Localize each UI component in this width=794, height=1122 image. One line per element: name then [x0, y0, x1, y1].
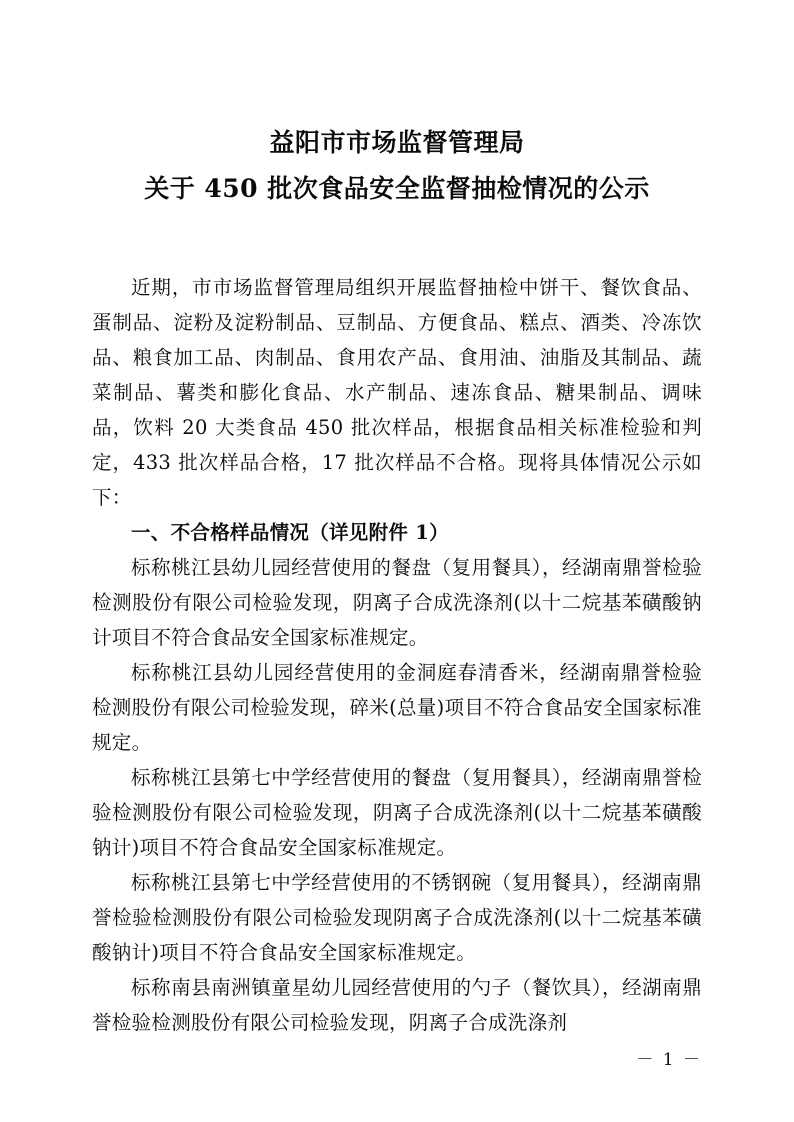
title-spacer	[92, 212, 702, 270]
page-title	[92, 120, 702, 212]
paragraph-item-4: 标称桃江县第七中学经营使用的不锈钢碗（复用餐具），经湖南鼎誉检验检测股份有限公司检验发现阴离子合成洗涤剂(以十二烷基苯磺酸钠计)项目不符合食品安全国家标准规定。	[92, 871, 702, 964]
paragraph-intro: 近期，市市场监督管理局组织开展监督抽检中饼干、餐饮食品、蛋制品、淀粉及淀粉制品、豆制品、方便食品、糕点、酒类、冷冻饮品、粮食加工品、肉制品、食用农产品、食用油、油脂及其制品、蔬菜制品、薯类和膨化食品、水产制品、速冻食品、糖果制品、调味品，饮料 20 大类食品 450 批次样品，根据食品相关标准检验和判定，433 批次样品合格，17 批次样品不合格。现将具体情况公示如下：	[92, 276, 702, 509]
page-number: － 1 －	[636, 1050, 702, 1070]
paragraph-item-1: 标称桃江县幼儿园经营使用的餐盘（复用餐具），经湖南鼎誉检验检测股份有限公司检验发现，阴离子合成洗涤剂(以十二烷基苯磺酸钠计项目不符合食品安全国家标准规定。	[92, 556, 702, 649]
paragraph-item-2: 标称桃江县幼儿园经营使用的金洞庭春清香米，经湖南鼎誉检验检测股份有限公司检验发现，碎米(总量)项目不符合食品安全国家标准规定。	[92, 661, 702, 754]
title-line-2: 关于 450 批次食品安全监督抽检情况的公示	[144, 174, 650, 203]
paragraph-item-3: 标称桃江县第七中学经营使用的餐盘（复用餐具），经湖南鼎誉检验检测股份有限公司检验发现，阴离子合成洗涤剂(以十二烷基苯磺酸钠计)项目不符合食品安全国家标准规定。	[92, 766, 702, 859]
document-body	[92, 270, 702, 1040]
section-heading-1: 一、不合格样品情况（详见附件 1）	[131, 521, 449, 544]
title-line-1: 益阳市市场监督管理局	[269, 128, 525, 157]
paragraph-item-5: 标称南县南洲镇童星幼儿园经营使用的勺子（餐饮具），经湖南鼎誉检验检测股份有限公司检验发现，阴离子合成洗涤剂	[92, 976, 702, 1034]
